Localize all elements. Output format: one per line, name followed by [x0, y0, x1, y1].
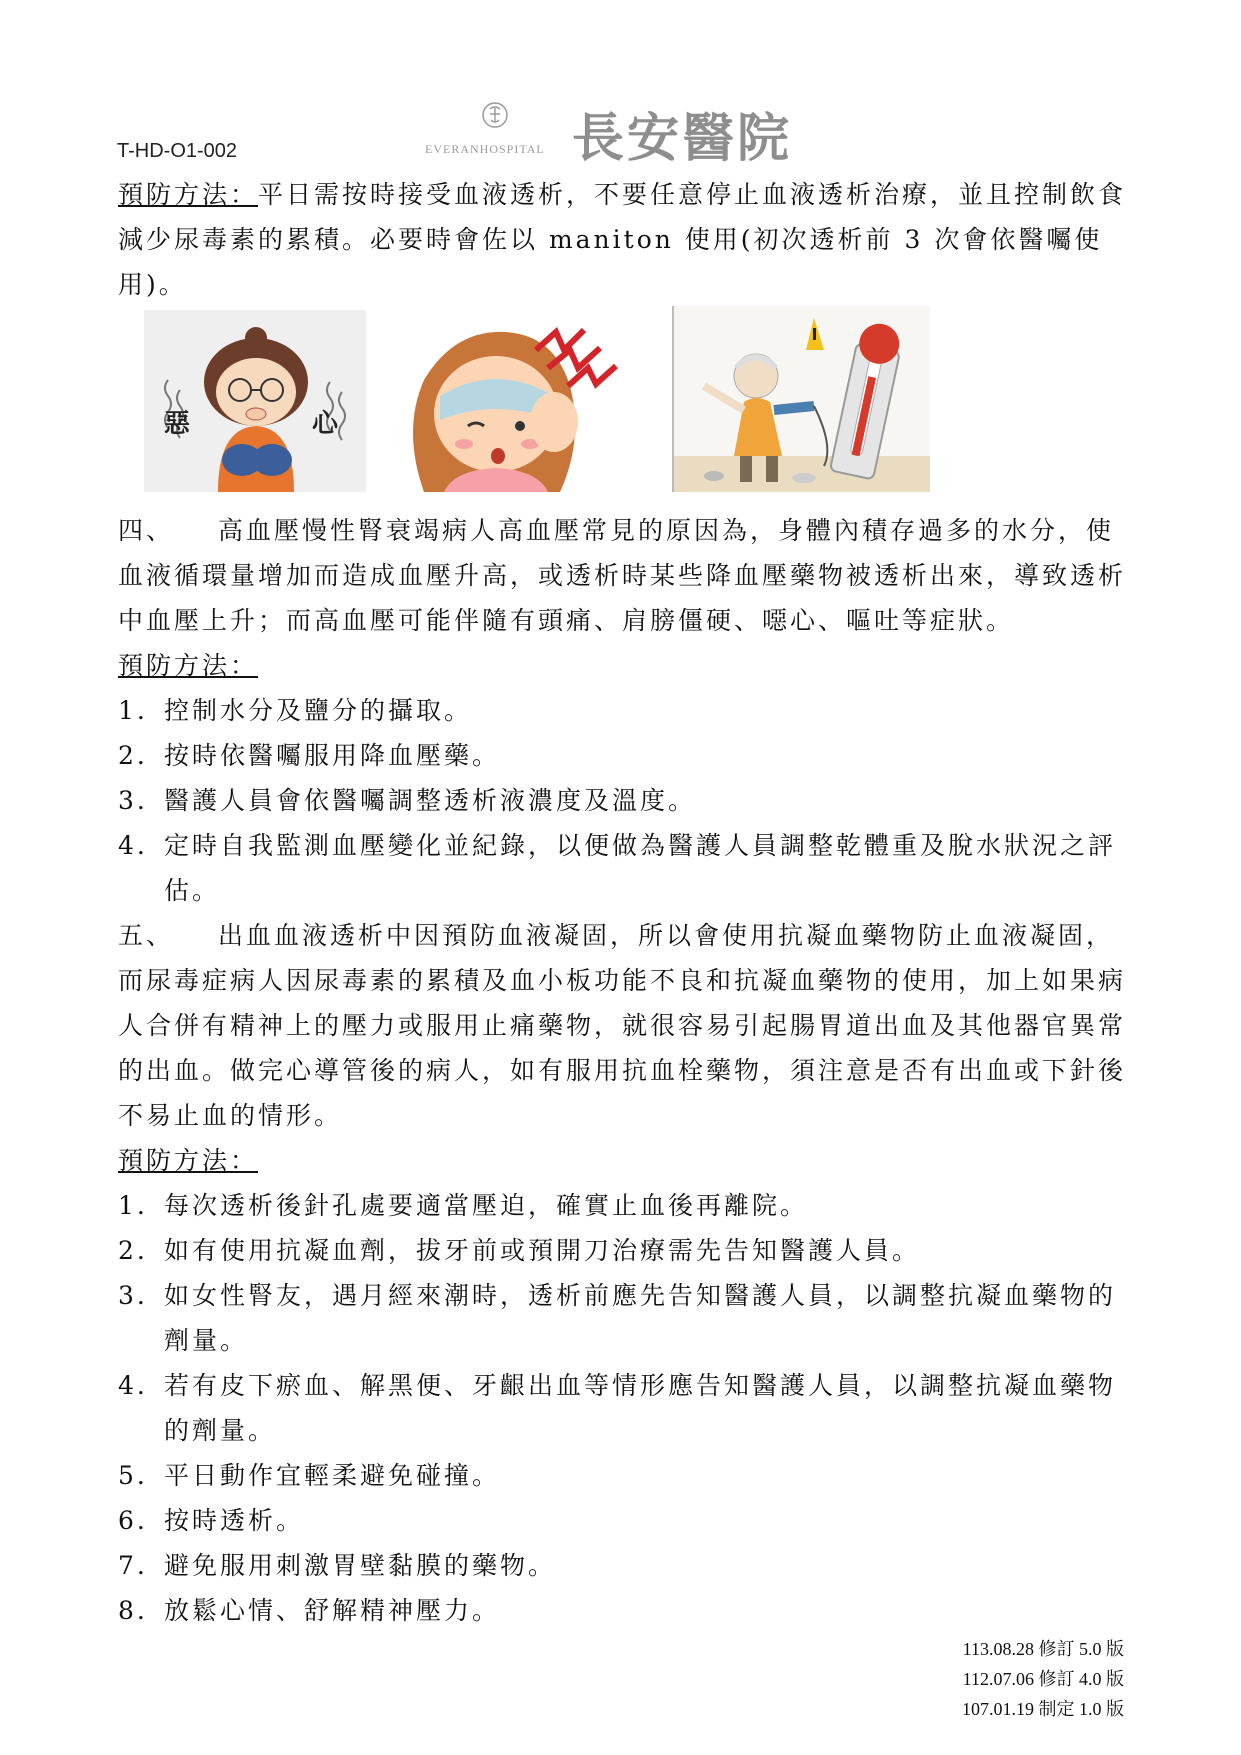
- section-5-item: [118, 1273, 1128, 1355]
- illustration-high-blood-pressure: [672, 306, 932, 492]
- item-text: 避免服用刺激胃壁黏膜的藥物。: [164, 1551, 557, 1580]
- nausea-illustration-svg: [144, 310, 366, 492]
- section-5-item: [118, 1228, 1128, 1273]
- section-4-text: 高血壓慢性腎衰竭病人高血壓常見的原因為，身體內積存過多的水分，使血液循環量增加而造成血壓升高，或透析時某些降血壓藥物被透析出來，導致透析中血壓上升；而高血壓可能伴隨有頭痛、肩膀僵硬、噁心、嘔吐等症狀。: [118, 516, 1127, 635]
- section-5-item: [118, 1183, 1128, 1228]
- section-5-item: [118, 1453, 1128, 1498]
- intro-prevention-label: 預防方法：: [118, 180, 259, 209]
- revision-notes: [962, 1634, 1124, 1724]
- section-4-item: [118, 733, 1128, 778]
- section-4-item: [118, 778, 1128, 823]
- hospital-logo-icon: [480, 100, 510, 130]
- hospital-logo: [425, 98, 825, 169]
- item-text: 定時自我監測血壓變化並紀錄，以便做為醫護人員調整乾體重及脫水狀況之評估。: [164, 831, 1117, 905]
- document-code: T-HD-O1-002: [117, 140, 238, 162]
- item-number: 1.: [118, 1191, 148, 1220]
- item-text: 如女性腎友，遇月經來潮時，透析前應先告知醫護人員，以調整抗凝血藥物的劑量。: [164, 1281, 1117, 1355]
- item-text: 按時透析。: [164, 1506, 305, 1535]
- section-5-item: [118, 1588, 1128, 1633]
- intro-text: 平日需按時接受血液透析，不要任意停止血液透析治療，並且控制飲食減少尿毒素的累積。必要時會佐以 maniton 使用(初次透析前 3 次會依醫囑使用)。: [118, 180, 1127, 299]
- logo-english-name: EVERANHOSPITAL: [425, 142, 545, 156]
- section-5-prevention-heading: 預防方法：: [118, 1146, 259, 1175]
- item-text: 若有皮下瘀血、解黑便、牙齦出血等情形應告知醫護人員，以調整抗凝血藥物的劑量。: [164, 1371, 1117, 1445]
- item-text: 平日動作宜輕柔避免碰撞。: [164, 1461, 501, 1490]
- item-text: 如有使用抗凝血劑，拔牙前或預開刀治療需先告知醫護人員。: [164, 1236, 921, 1265]
- section-5-number: 五、: [118, 921, 175, 950]
- item-number: 3.: [118, 1281, 148, 1310]
- revision-line: 113.08.28 修訂 5.0 版: [962, 1639, 1124, 1659]
- item-text: 醫護人員會依醫囑調整透析液濃度及溫度。: [164, 786, 697, 815]
- item-text: 每次透析後針孔處要適當壓迫，確實止血後再離院。: [164, 1191, 809, 1220]
- nausea-label-right: 心: [312, 409, 339, 439]
- illustration-nausea: [144, 310, 366, 492]
- section-4-prevention-heading: 預防方法：: [118, 651, 259, 680]
- item-number: 6.: [118, 1506, 148, 1535]
- nausea-label-left: 惡: [164, 409, 191, 439]
- item-number: 1.: [118, 696, 148, 725]
- item-text: 放鬆心情、舒解精神壓力。: [164, 1596, 501, 1625]
- section-4-item: [118, 688, 1128, 733]
- section-5-paragraph: [118, 913, 1138, 1138]
- illustration-headache: [384, 310, 642, 492]
- item-number: 8.: [118, 1596, 148, 1625]
- revision-line: 107.01.19 制定 1.0 版: [962, 1699, 1124, 1719]
- item-number: 4.: [118, 1371, 148, 1400]
- item-text: 控制水分及鹽分的攝取。: [164, 696, 473, 725]
- item-number: 7.: [118, 1551, 148, 1580]
- item-text: 按時依醫囑服用降血壓藥。: [164, 741, 501, 770]
- item-number: 2.: [118, 741, 148, 770]
- section-4-paragraph: [118, 508, 1138, 643]
- item-number: 4.: [118, 831, 148, 860]
- intro-paragraph: [118, 172, 1138, 307]
- item-number: 2.: [118, 1236, 148, 1265]
- logo-chinese-name: 長安醫院: [572, 109, 793, 169]
- item-number: 3.: [118, 786, 148, 815]
- section-4-item: [118, 823, 1128, 905]
- section-5-item: [118, 1363, 1128, 1445]
- section-5-item: [118, 1498, 1128, 1543]
- headache-illustration-svg: [384, 310, 642, 492]
- blood-pressure-illustration-svg: [674, 306, 930, 492]
- revision-line: 112.07.06 修訂 4.0 版: [962, 1669, 1124, 1689]
- section-4-number: 四、: [118, 516, 175, 545]
- item-number: 5.: [118, 1461, 148, 1490]
- section-5-text: 出血血液透析中因預防血液凝固，所以會使用抗凝血藥物防止血液凝固，而尿毒症病人因尿毒素的累積及血小板功能不良和抗凝血藥物的使用，加上如果病人合併有精神上的壓力或服用止痛藥物，就很容易引起腸胃道出血及其他器官異常的出血。做完心導管後的病人，如有服用抗血栓藥物，須注意是否有出血或下針後不易止血的情形。: [118, 921, 1127, 1130]
- section-5-item: [118, 1543, 1128, 1588]
